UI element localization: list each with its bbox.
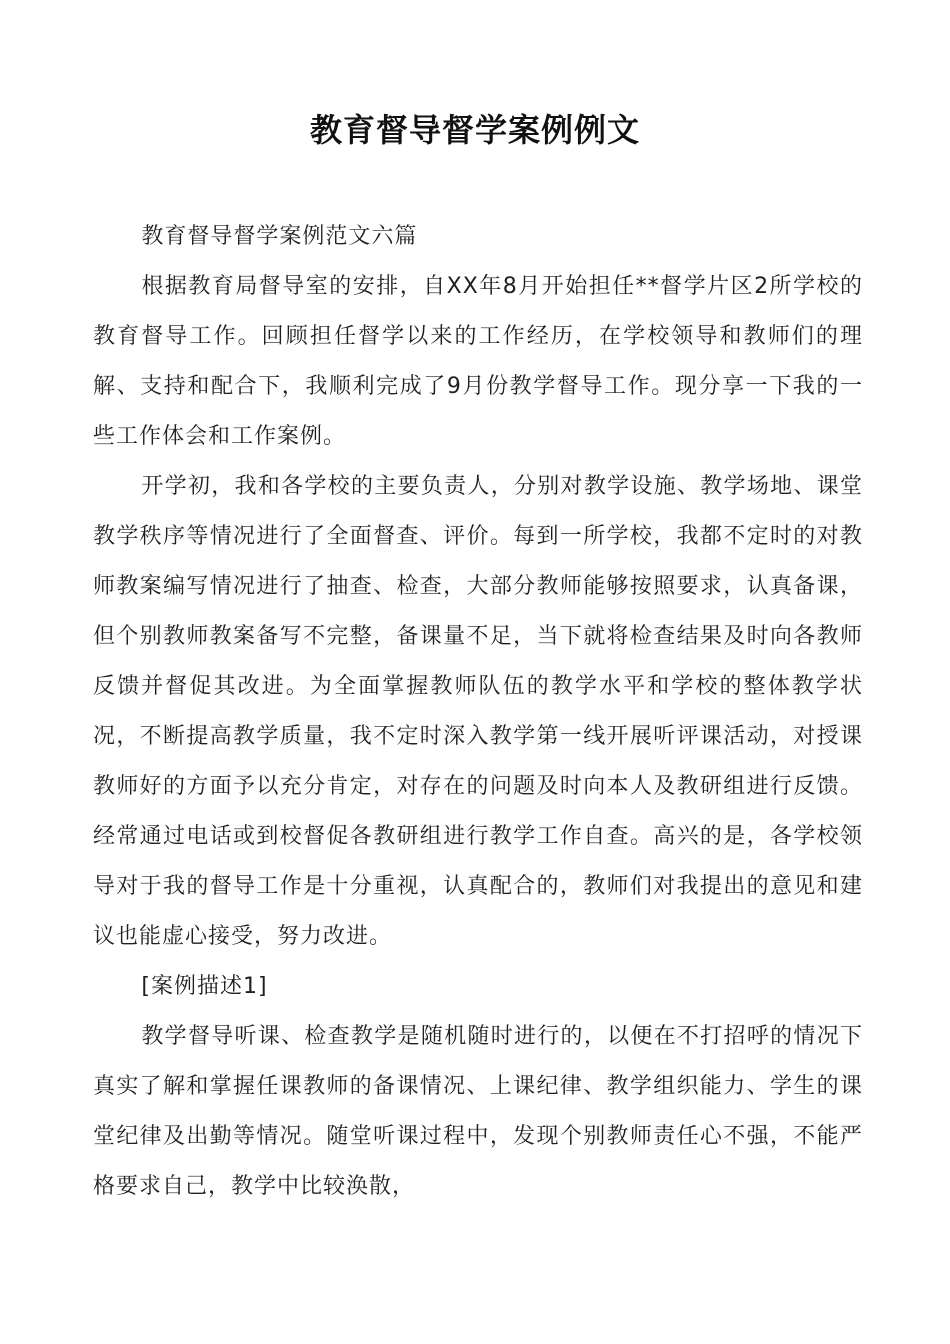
subtitle-paragraph: 教育督导督学案例范文六篇 [141, 224, 418, 249]
case-heading: [案例描述1] [141, 974, 268, 999]
body-paragraph: 开学初，我和各学校的主要负责人，分别对教学设施、教学场地、课堂教学秩序等情况进行了全面督查、评价。每到一所学校，我都不定时的对教师教案编写情况进行了抽查、检查，大部分教师能够按照要求，认真备课，但个别教师教案备写不完整，备课量不足，当下就将检查结果及时向各教师反馈并督促其改进。为全面掌握教师队伍的教学水平和学校的整体教学状况，不断提高教学质量，我不定时深入教学第一线开展听评课活动，对授课教师好的方面予以充分肯定，对存在的问题及时向本人及教研组进行反馈。经常通过电话或到校督促各教研组进行教学工作自查。高兴的是，各学校领导对于我的督导工作是十分重视，认真配合的，教师们对我提出的意见和建议也能虚心接受，努力改进。 [93, 474, 863, 949]
body-paragraph: 根据教育局督导室的安排，自XX年8月开始担任**督学片区2所学校的教育督导工作。回顾担任督学以来的工作经历，在学校领导和教师们的理解、支持和配合下，我顺利完成了9月份教学督导工作。现分享一下我的一些工作体会和工作案例。 [93, 274, 863, 449]
document-body [93, 212, 863, 1212]
document-title: 教育督导督学案例例文 [309, 111, 640, 149]
body-paragraph: 教学督导听课、检查教学是随机随时进行的，以便在不打招呼的情况下真实了解和掌握任课教师的备课情况、上课纪律、教学组织能力、学生的课堂纪律及出勤等情况。随堂听课过程中，发现个别教师责任心不强，不能严格要求自己，教学中比较涣散， [93, 1024, 863, 1199]
